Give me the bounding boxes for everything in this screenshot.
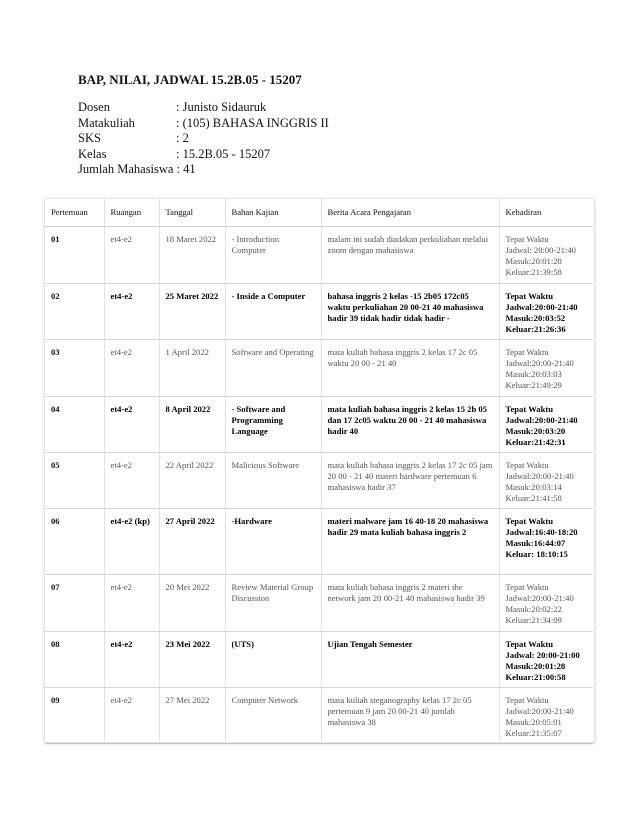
cell-ruangan: et4-e2 <box>104 284 159 340</box>
info-label: Dosen <box>78 100 110 114</box>
table-header-row <box>45 198 593 227</box>
kehadiran-line: Keluar:21:34:09 <box>505 615 562 625</box>
cell-ruangan: et4-e2 (kp) <box>104 509 159 575</box>
cell-bahan-kajian: - Introduction Computer <box>225 227 321 284</box>
kehadiran-line: Tepat Waktu <box>505 582 549 592</box>
cell-ruangan: et4-e2 <box>104 575 159 632</box>
kehadiran-line: Tepat Waktu <box>505 695 549 705</box>
table-row <box>45 509 593 575</box>
kehadiran-line: Keluar: 18:10:15 <box>505 549 568 559</box>
table-row <box>45 688 593 744</box>
cell-pertemuan: 08 <box>45 632 104 688</box>
kehadiran-line: Jadwal:20:00-21:40 <box>505 415 578 425</box>
kehadiran-line: Masuk:20:03:20 <box>505 426 566 436</box>
cell-tanggal: 20 Mei 2022 <box>159 575 225 632</box>
kehadiran-line: Keluar:21:42:31 <box>505 437 566 447</box>
header-bahan-kajian: Bahan Kajian <box>225 198 321 227</box>
kehadiran-line: Masuk:20:03:03 <box>505 369 562 379</box>
bap-table <box>45 198 593 744</box>
kehadiran-line: Tepat Waktu <box>505 639 554 649</box>
kehadiran-line: Keluar:21:00:58 <box>505 672 566 682</box>
kehadiran-line: Jadwal: 20:00-21:40 <box>505 245 576 255</box>
cell-tanggal: 27 April 2022 <box>159 509 225 575</box>
kehadiran-line: Jadwal:20:00-21:40 <box>505 358 574 368</box>
table-row <box>45 575 593 632</box>
table-row <box>45 397 593 453</box>
kehadiran-line: Keluar:21:35:07 <box>505 728 562 738</box>
cell-bahan-kajian: Computer Network <box>225 688 321 744</box>
kehadiran-line: Keluar:21:39:58 <box>505 267 562 277</box>
cell-ruangan: et4-e2 <box>104 227 159 284</box>
header-ruangan: Ruangan <box>104 198 159 227</box>
cell-kehadiran <box>499 340 593 397</box>
cell-tanggal: 1 April 2022 <box>159 340 225 397</box>
cell-berita-acara: mata kuliah bahasa inggris 2 kelas 17 2c 05 jam 20 00 - 21 40 materi hardware pertemuan 6 mahasiswa hadir 37 <box>321 453 499 509</box>
kehadiran-line: Tepat Waktu <box>505 347 549 357</box>
header-kehadiran: Kehadiran <box>499 198 593 227</box>
header-pertemuan: Pertemuan <box>45 198 104 227</box>
cell-ruangan: et4-e2 <box>104 397 159 453</box>
kehadiran-line: Keluar:21:26:36 <box>505 324 566 334</box>
cell-pertemuan: 09 <box>45 688 104 744</box>
kehadiran-line: Masuk:20:03:14 <box>505 482 562 492</box>
info-row-sks <box>78 131 329 147</box>
cell-pertemuan: 02 <box>45 284 104 340</box>
cell-kehadiran <box>499 688 593 744</box>
info-row-dosen <box>78 100 329 116</box>
cell-kehadiran <box>499 453 593 509</box>
cell-pertemuan: 05 <box>45 453 104 509</box>
header-berita-acara: Berita Acara Pengajaran <box>321 198 499 227</box>
cell-ruangan: et4-e2 <box>104 453 159 509</box>
info-row-kelas <box>78 147 329 163</box>
cell-berita-acara: malam ini sudah diadakan perkuliahan melalui zoom dengan mahasiswa <box>321 227 499 284</box>
cell-pertemuan: 04 <box>45 397 104 453</box>
cell-bahan-kajian: Malicious Software <box>225 453 321 509</box>
kehadiran-line: Keluar:21:41:58 <box>505 493 562 503</box>
cell-bahan-kajian: Software and Operating <box>225 340 321 397</box>
cell-bahan-kajian: (UTS) <box>225 632 321 688</box>
document-title: BAP, NILAI, JADWAL 15.2B.05 - 15207 <box>78 72 302 87</box>
table-row <box>45 284 593 340</box>
kehadiran-line: Keluar:21:49:29 <box>505 380 562 390</box>
cell-pertemuan: 07 <box>45 575 104 632</box>
cell-tanggal: 8 April 2022 <box>159 397 225 453</box>
cell-pertemuan: 06 <box>45 509 104 575</box>
cell-kehadiran <box>499 575 593 632</box>
info-label: Jumlah Mahasiswa <box>78 162 174 176</box>
cell-berita-acara: mata kuliah bahasa inggris 2 kelas 17 2c 05 waktu 20 00 - 21 40 <box>321 340 499 397</box>
cell-pertemuan: 01 <box>45 227 104 284</box>
kehadiran-line: Jadwal:20:00-21:40 <box>505 302 578 312</box>
kehadiran-line: Tepat Waktu <box>505 404 554 414</box>
cell-kehadiran <box>499 632 593 688</box>
kehadiran-line: Masuk:20:02:22 <box>505 604 562 614</box>
info-label: SKS <box>78 131 101 145</box>
header-tanggal: Tanggal <box>159 198 225 227</box>
cell-tanggal: 22 April 2022 <box>159 453 225 509</box>
cell-berita-acara: bahasa inggris 2 kelas -15 2b05 172c05 waktu perkuliahan 20 00-21 40 mahasiswa hadir 39 tidak hadir tidak hadir - <box>321 284 499 340</box>
cell-berita-acara: mata kuliah steganography kelas 17 2c 05 pertemuan 9 jam 20 00-21 40 jumlah mahasiswa 38 <box>321 688 499 744</box>
cell-berita-acara: materi malware jam 16 40-18 20 mahasiswa hadir 29 mata kuliah bahasa inggris 2 <box>321 509 499 575</box>
table-row <box>45 227 593 284</box>
cell-ruangan: et4-e2 <box>104 632 159 688</box>
cell-kehadiran <box>499 397 593 453</box>
cell-berita-acara: mata kuliah bahasa inggris 2 kelas 15 2b 05 dan 17 2c05 waktu 20 00 - 21 40 mahasiswa hadir 40 <box>321 397 499 453</box>
info-value: : Junisto Sidauruk <box>176 100 267 114</box>
cell-bahan-kajian: - Inside a Computer <box>225 284 321 340</box>
cell-kehadiran <box>499 227 593 284</box>
cell-tanggal: 18 Maret 2022 <box>159 227 225 284</box>
cell-tanggal: 23 Mei 2022 <box>159 632 225 688</box>
cell-bahan-kajian: Review Material Group Discussion <box>225 575 321 632</box>
table-row <box>45 340 593 397</box>
info-value: : 41 <box>176 162 196 176</box>
cell-bahan-kajian: -Hardware <box>225 509 321 575</box>
info-row-jumlah-mahasiswa <box>78 162 329 178</box>
kehadiran-line: Masuk:20:05:01 <box>505 717 562 727</box>
cell-berita-acara: Ujian Tengah Semester <box>321 632 499 688</box>
info-row-matakuliah <box>78 116 329 132</box>
table-row <box>45 632 593 688</box>
cell-kehadiran <box>499 284 593 340</box>
kehadiran-line: Masuk:20:03:52 <box>505 313 566 323</box>
cell-bahan-kajian: - Software and Programming Language <box>225 397 321 453</box>
document-info <box>78 100 329 178</box>
kehadiran-line: Jadwal:20:00-21:40 <box>505 593 574 603</box>
kehadiran-line: Masuk:16:44:07 <box>505 538 566 548</box>
kehadiran-line: Tepat Waktu <box>505 516 554 526</box>
cell-kehadiran <box>499 509 593 575</box>
info-value: : (105) BAHASA INGGRIS II <box>176 115 329 130</box>
info-value: : 15.2B.05 - 15207 <box>176 146 271 161</box>
info-label: Kelas <box>78 146 107 161</box>
info-label: Matakuliah <box>78 115 135 130</box>
kehadiran-line: Masuk:20:01:28 <box>505 661 566 671</box>
kehadiran-line: Tepat Waktu <box>505 234 549 244</box>
kehadiran-line: Jadwal:20:00-21:40 <box>505 471 574 481</box>
kehadiran-line: Jadwal:20:00-21:40 <box>505 706 574 716</box>
cell-tanggal: 25 Maret 2022 <box>159 284 225 340</box>
cell-pertemuan: 03 <box>45 340 104 397</box>
info-value: : 2 <box>176 131 189 145</box>
kehadiran-line: Jadwal: 20:00-21:00 <box>505 650 580 660</box>
cell-berita-acara: mata kuliah bahasa inggris 2 materi the network jam 20 00-21 40 mahasiswa hadir 39 <box>321 575 499 632</box>
kehadiran-line: Masuk:20:01:28 <box>505 256 562 266</box>
table-row <box>45 453 593 509</box>
kehadiran-line: Tepat Waktu <box>505 460 549 470</box>
cell-ruangan: et4-e2 <box>104 688 159 744</box>
kehadiran-line: Jadwal:16:40-18:20 <box>505 527 578 537</box>
cell-ruangan: et4-e2 <box>104 340 159 397</box>
kehadiran-line: Tepat Waktu <box>505 291 554 301</box>
cell-tanggal: 27 Mei 2022 <box>159 688 225 744</box>
